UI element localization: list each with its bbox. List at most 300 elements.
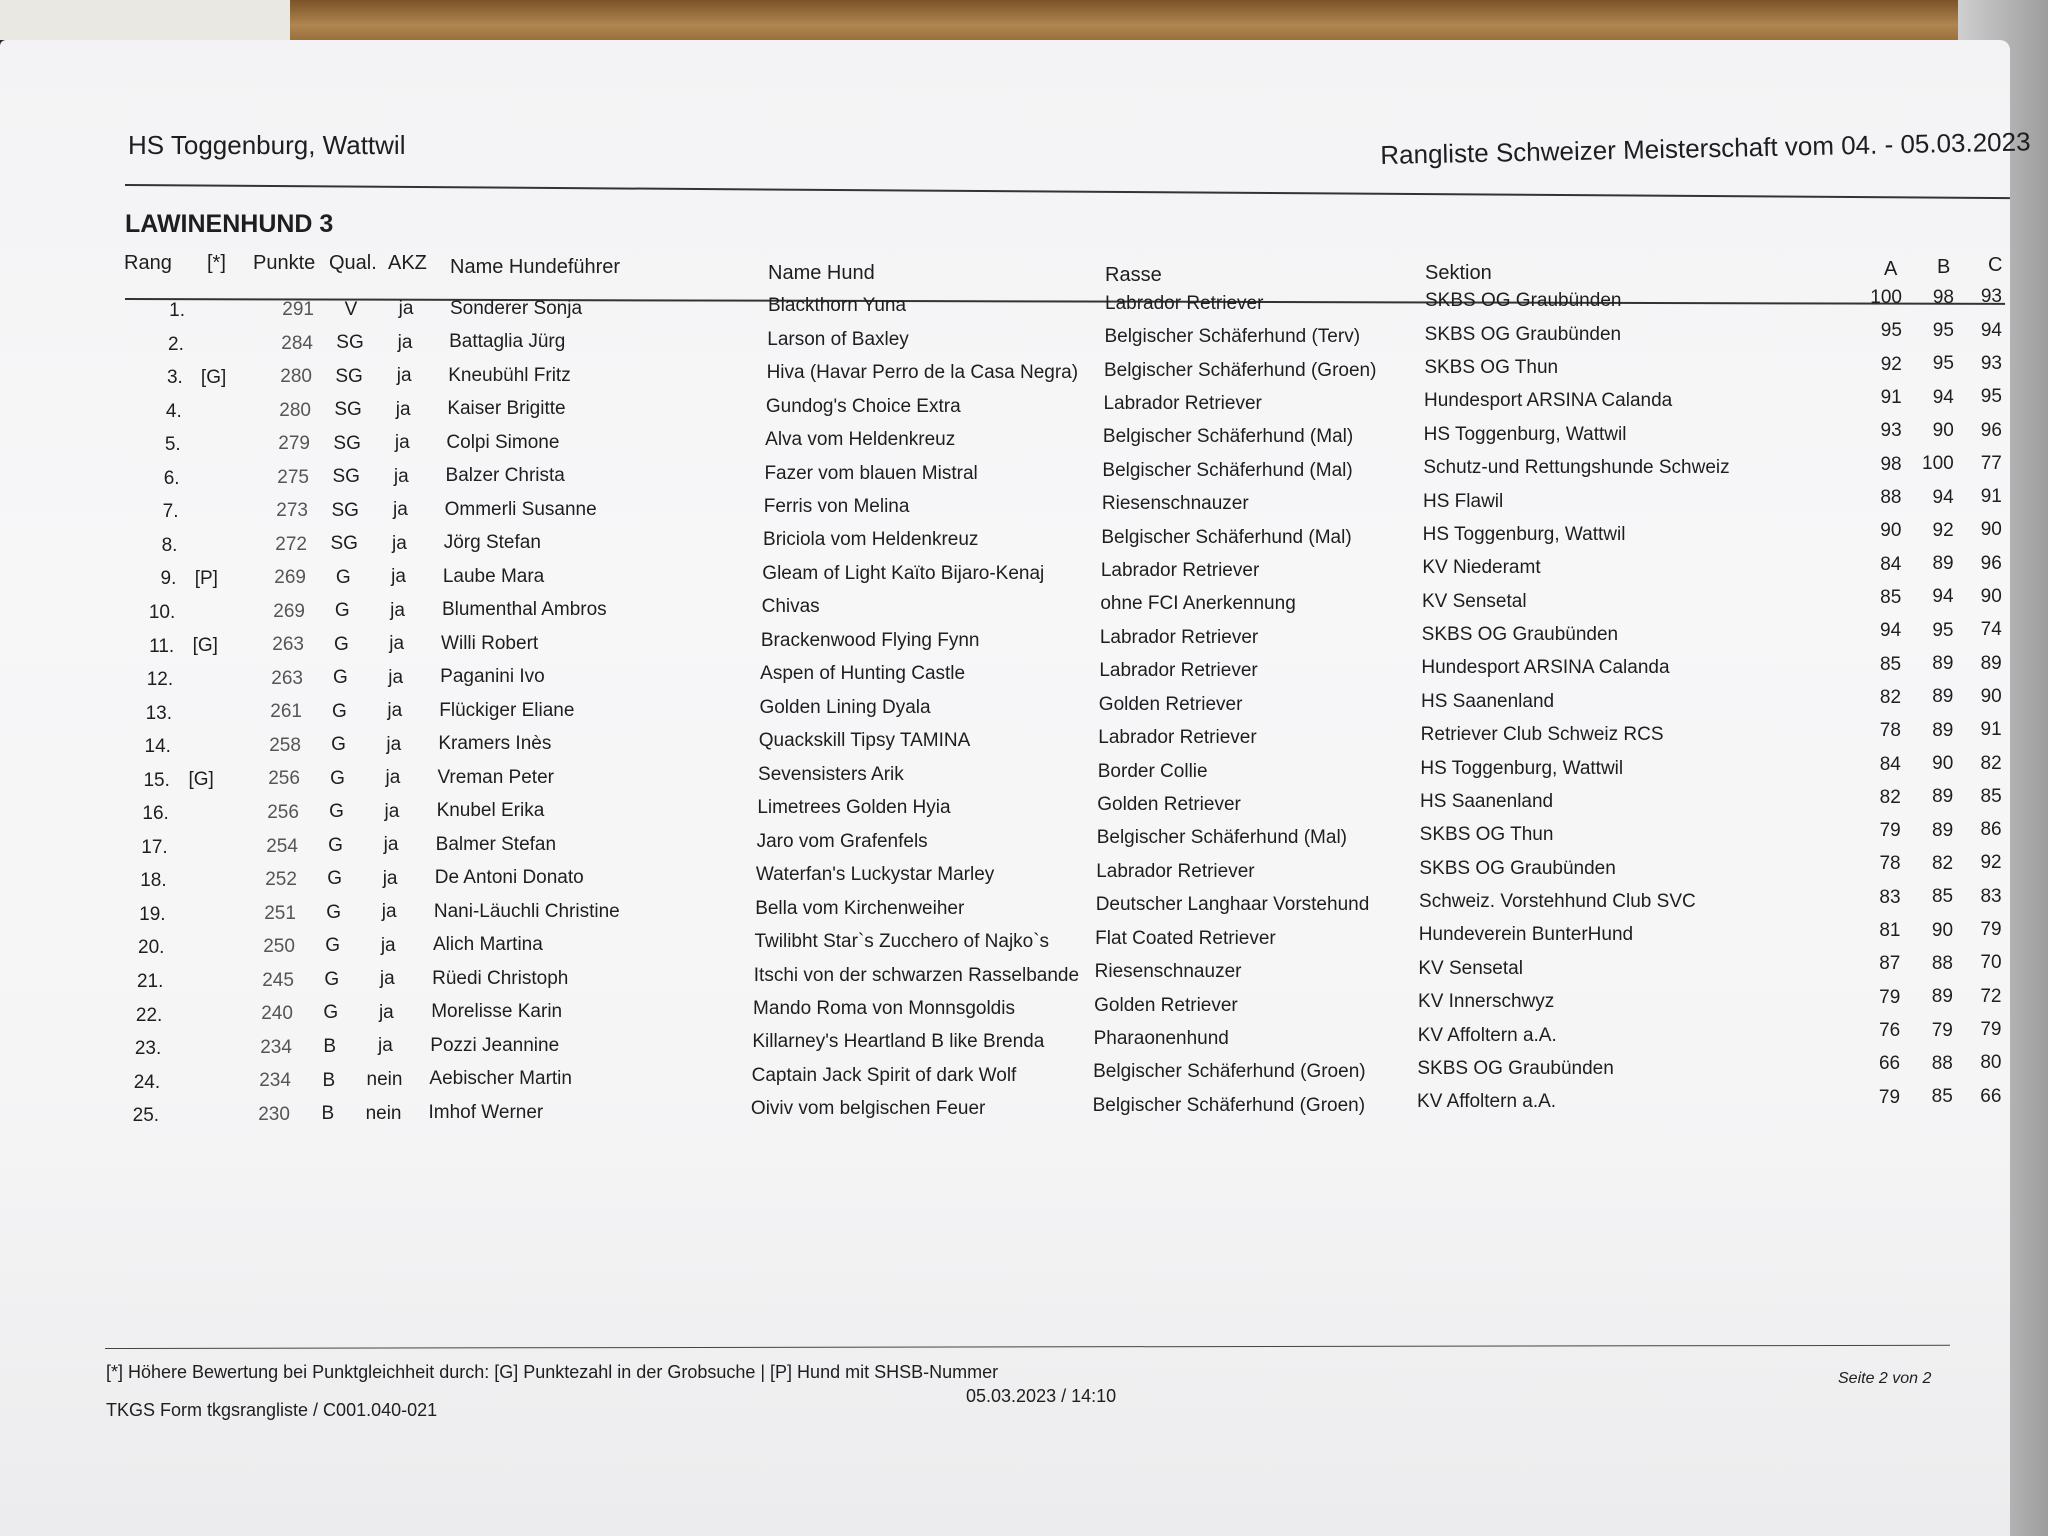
cell-qual: G — [333, 633, 349, 655]
cell-rang: 25. — [132, 1105, 160, 1127]
cell-c: 82 — [1980, 752, 2002, 774]
cell-handler: Kneubühl Fritz — [448, 364, 571, 386]
cell-rang: 12. — [146, 669, 174, 691]
cell-akz: nein — [366, 1069, 403, 1090]
cell-dog: Briciola vom Heldenkreuz — [763, 529, 979, 551]
cell-handler: Willi Robert — [441, 632, 539, 654]
cell-a: 98 — [1880, 453, 1902, 475]
col-b: B — [1937, 256, 1951, 278]
col-rang: Rang — [124, 252, 172, 274]
cell-c: 72 — [1980, 985, 2002, 1007]
cell-sektion: HS Flawil — [1423, 490, 1504, 512]
cell-dog: Fazer vom blauen Mistral — [764, 462, 978, 484]
cell-punkte: 263 — [272, 634, 304, 656]
cell-rasse: Pharaonenhund — [1093, 1027, 1229, 1049]
cell-a: 100 — [1870, 287, 1902, 309]
cell-dog: Blackthorn Yuna — [768, 295, 907, 317]
cell-dog: Brackenwood Flying Fynn — [760, 629, 980, 651]
cell-akz: ja — [380, 934, 396, 956]
form-id: TKGS Form tkgsrangliste / C001.040-021 — [106, 1400, 438, 1420]
cell-b: 88 — [1931, 952, 1953, 974]
cell-dog: Jaro vom Grafenfels — [756, 830, 928, 852]
cell-rang: 1. — [169, 300, 185, 321]
cell-sektion: HS Toggenburg, Wattwil — [1420, 757, 1624, 779]
cell-handler: Colpi Simone — [446, 431, 560, 453]
sheet-title: Rangliste Schweizer Meisterschaft vom 04. - 05.03.2023 — [1380, 126, 2031, 170]
col-mark: [*] — [207, 252, 226, 274]
cell-qual: B — [322, 1069, 336, 1091]
cell-sektion: HS Toggenburg, Wattwil — [1423, 423, 1627, 445]
cell-sektion: KV Affoltern a.A. — [1417, 1024, 1557, 1046]
cell-a: 92 — [1880, 353, 1902, 375]
cell-a: 85 — [1880, 586, 1902, 608]
background-paper-behind — [0, 0, 300, 40]
cell-c: 90 — [1980, 685, 2002, 707]
cell-sektion: Hundeverein BunterHund — [1418, 924, 1634, 946]
cell-b: 88 — [1931, 1052, 1953, 1074]
cell-punkte: 240 — [261, 1003, 293, 1025]
cell-handler: Paganini Ivo — [440, 666, 545, 688]
cell-handler: Vreman Peter — [437, 766, 554, 788]
cell-sektion: SKBS OG Graubünden — [1425, 290, 1622, 312]
cell-b: 79 — [1931, 1019, 1953, 1041]
cell-punkte: 272 — [275, 533, 307, 555]
cell-dog: Waterfan's Luckystar Marley — [755, 864, 995, 886]
cell-a: 76 — [1879, 1020, 1901, 1042]
cell-c: 70 — [1980, 952, 2002, 974]
cell-c: 79 — [1980, 1019, 2002, 1041]
cell-dog: Gundog's Choice Extra — [765, 395, 961, 417]
cell-rang: 5. — [164, 434, 181, 456]
cell-qual: SG — [333, 432, 361, 454]
cell-b: 90 — [1932, 753, 1954, 775]
cell-punkte: 291 — [282, 299, 314, 321]
cell-sektion: Schweiz. Vorstehhund Club SVC — [1419, 891, 1696, 913]
cell-punkte: 273 — [276, 500, 308, 522]
cell-qual: G — [325, 935, 341, 957]
cell-rang: 18. — [140, 870, 167, 892]
col-c: C — [1988, 254, 2003, 276]
cell-a: 81 — [1879, 920, 1901, 942]
cell-rang: 7. — [162, 501, 179, 523]
cell-rasse: Belgischer Schäferhund (Groen) — [1103, 359, 1377, 381]
cell-c: 91 — [1980, 486, 2002, 508]
cell-qual: SG — [331, 499, 359, 521]
cell-punkte: 269 — [273, 600, 305, 622]
cell-handler: Alich Martina — [432, 934, 543, 956]
cell-b: 95 — [1932, 319, 1954, 341]
col-handler: Name Hundeführer — [450, 256, 621, 278]
cell-dog: Killarney's Heartland B like Brenda — [752, 1031, 1045, 1053]
cell-rasse: Flat Coated Retriever — [1095, 927, 1276, 949]
cell-rasse: Labrador Retriever — [1100, 560, 1260, 582]
cell-dog: Chivas — [761, 596, 820, 618]
cell-handler: Aebischer Martin — [429, 1068, 572, 1090]
cell-b: 82 — [1931, 852, 1954, 874]
cell-sektion: SKBS OG Graubünden — [1421, 624, 1619, 646]
cell-rasse: Deutscher Langhaar Vorstehund — [1095, 894, 1370, 916]
cell-b: 89 — [1932, 653, 1954, 675]
cell-rasse: Belgischer Schäferhund (Mal) — [1102, 426, 1354, 448]
cell-handler: Blumenthal Ambros — [441, 599, 607, 621]
cell-handler: Rüedi Christoph — [432, 967, 569, 989]
cell-sektion: KV Sensetal — [1418, 957, 1523, 979]
cell-rang: 14. — [144, 736, 171, 758]
cell-rang: 16. — [142, 803, 169, 825]
cell-rang: 23. — [134, 1038, 162, 1060]
cell-akz: ja — [387, 700, 403, 722]
cell-handler: Knubel Erika — [436, 800, 545, 822]
cell-dog: Gleam of Light Kaïto Bijaro-Kenaj — [762, 562, 1045, 584]
cell-mark: [G] — [192, 634, 218, 656]
cell-punkte: 256 — [267, 801, 299, 823]
section-title: LAWINENHUND 3 — [125, 210, 334, 238]
cell-rasse: Riesenschnauzer — [1101, 493, 1249, 515]
col-akz: AKZ — [388, 252, 427, 274]
cell-handler: Balmer Stefan — [435, 833, 557, 855]
cell-sektion: HS Saanenland — [1420, 790, 1554, 812]
cell-dog: Quackskill Tipsy TAMINA — [758, 730, 971, 752]
cell-akz: ja — [397, 331, 413, 353]
cell-dog: Larson of Baxley — [767, 328, 909, 350]
cell-handler: Morelisse Karin — [431, 1001, 563, 1023]
cell-sektion: SKBS OG Graubünden — [1424, 323, 1622, 345]
cell-rang: 11. — [149, 635, 175, 657]
cell-sektion: HS Toggenburg, Wattwil — [1422, 523, 1626, 545]
cell-b: 90 — [1931, 919, 1954, 941]
cell-c: 94 — [1980, 319, 2002, 341]
cell-rang: 20. — [138, 937, 165, 959]
cell-qual: G — [335, 566, 351, 588]
cell-rang: 24. — [133, 1071, 161, 1093]
cell-qual: B — [323, 1036, 337, 1057]
cell-rasse: ohne FCI Anerkennung — [1100, 593, 1296, 615]
cell-akz: ja — [388, 666, 404, 688]
cell-a: 87 — [1879, 953, 1901, 975]
cell-a: 83 — [1879, 886, 1901, 908]
cell-punkte: 280 — [279, 399, 311, 421]
cell-punkte: 258 — [269, 734, 301, 756]
cell-b: 89 — [1931, 986, 1953, 1008]
cell-sektion: SKBS OG Thun — [1424, 357, 1559, 379]
cell-rasse: Golden Retriever — [1097, 794, 1241, 815]
cell-dog: Itschi von der schwarzen Rasselbande — [753, 964, 1080, 986]
cell-b: 85 — [1931, 1086, 1953, 1108]
cell-rang: 19. — [139, 903, 166, 925]
cell-qual: B — [321, 1103, 335, 1125]
cell-c: 90 — [1980, 519, 2002, 541]
cell-sektion: KV Sensetal — [1422, 590, 1527, 612]
cell-b: 90 — [1932, 419, 1954, 441]
cell-akz: nein — [365, 1102, 402, 1124]
cell-qual: SG — [335, 365, 363, 387]
cell-b: 94 — [1932, 586, 1954, 608]
cell-rang: 6. — [163, 467, 180, 489]
cell-dog: Sevensisters Arik — [758, 763, 904, 785]
cell-rasse: Belgischer Schäferhund (Groen) — [1093, 1061, 1366, 1083]
cell-a: 79 — [1878, 1086, 1901, 1108]
cell-c: 91 — [1980, 719, 2002, 741]
col-dog: Name Hund — [768, 262, 875, 284]
cell-punkte: 284 — [281, 332, 313, 354]
cell-c: 66 — [1980, 1085, 2002, 1107]
cell-rasse: Golden Retriever — [1094, 994, 1238, 1016]
cell-handler: Flückiger Eliane — [439, 699, 575, 721]
cell-rasse: Golden Retriever — [1098, 693, 1243, 715]
cell-qual: G — [328, 834, 343, 856]
cell-qual: G — [331, 734, 346, 756]
cell-rang: 22. — [135, 1004, 163, 1026]
cell-rasse: Labrador Retriever — [1098, 727, 1257, 749]
cell-handler: Kaiser Brigitte — [447, 398, 566, 420]
cell-rang: 10. — [148, 601, 176, 623]
col-punkte: Punkte — [253, 252, 316, 274]
cell-sektion: SKBS OG Graubünden — [1417, 1057, 1614, 1079]
cell-a: 78 — [1879, 853, 1901, 875]
cell-akz: ja — [378, 1001, 394, 1023]
cell-rasse: Belgischer Schäferhund (Mal) — [1096, 827, 1348, 849]
cell-qual: G — [329, 801, 344, 823]
cell-akz: ja — [385, 767, 401, 789]
cell-a: 93 — [1880, 420, 1902, 442]
cell-qual: SG — [336, 332, 364, 354]
cell-mark: [P] — [194, 567, 218, 589]
cell-akz: ja — [391, 566, 406, 588]
cell-c: 89 — [1980, 652, 2002, 674]
cell-rasse: Riesenschnauzer — [1094, 961, 1242, 983]
cell-c: 93 — [1980, 286, 2002, 308]
cell-dog: Oiviv vom belgischen Feuer — [750, 1098, 986, 1120]
cell-a: 66 — [1878, 1053, 1901, 1075]
col-rasse: Rasse — [1105, 264, 1162, 286]
cell-akz: ja — [384, 800, 400, 822]
cell-a: 90 — [1880, 520, 1902, 542]
cell-punkte: 269 — [274, 567, 306, 589]
cell-c: 93 — [1980, 352, 2002, 374]
cell-punkte: 245 — [262, 969, 294, 991]
cell-sektion: Schutz-und Rettungshunde Schweiz — [1423, 457, 1730, 479]
cell-akz: ja — [392, 499, 408, 521]
cell-b: 95 — [1932, 353, 1954, 375]
cell-sektion: Hundesport ARSINA Calanda — [1421, 657, 1670, 679]
cell-qual: G — [334, 600, 350, 622]
cell-rasse: Labrador Retriever — [1099, 626, 1259, 648]
cell-akz: ja — [394, 432, 410, 454]
cell-c: 74 — [1980, 619, 2002, 641]
cell-akz: ja — [379, 968, 395, 990]
cell-dog: Captain Jack Spirit of dark Wolf — [751, 1064, 1017, 1086]
cell-handler: Balzer Christa — [445, 465, 565, 487]
cell-rang: 9. — [160, 568, 177, 590]
cell-b: 98 — [1932, 286, 1954, 308]
cell-rasse: Labrador Retriever — [1096, 860, 1255, 882]
cell-dog: Twilibht Star`s Zucchero of Najko`s — [754, 931, 1050, 953]
cell-rasse: Labrador Retriever — [1103, 392, 1262, 414]
cell-rasse: Border Collie — [1097, 760, 1208, 782]
cell-a: 82 — [1879, 786, 1901, 808]
cell-qual: G — [332, 700, 347, 722]
cell-a: 84 — [1879, 753, 1901, 775]
print-timestamp: 05.03.2023 / 14:10 — [966, 1386, 1117, 1406]
cell-b: 89 — [1932, 686, 1954, 708]
cell-punkte: 275 — [277, 466, 309, 488]
cell-mark: [G] — [200, 366, 227, 388]
cell-akz: ja — [389, 633, 405, 655]
cell-mark: [G] — [188, 769, 214, 790]
cell-c: 90 — [1980, 586, 2002, 608]
cell-punkte: 251 — [264, 902, 296, 924]
cell-c: 92 — [1980, 852, 2002, 874]
cell-sektion: SKBS OG Thun — [1419, 824, 1554, 846]
cell-handler: Laube Mara — [442, 565, 545, 587]
cell-rasse: Belgischer Schäferhund (Terv) — [1104, 326, 1361, 348]
cell-rang: 21. — [136, 971, 164, 992]
cell-rang: 17. — [141, 836, 168, 858]
cell-dog: Limetrees Golden Hyia — [757, 797, 951, 819]
cell-rasse: Belgischer Schäferhund (Groen) — [1092, 1094, 1366, 1116]
cell-akz: ja — [395, 398, 411, 420]
col-qual: Qual. — [329, 252, 377, 274]
cell-handler: Kramers Inès — [438, 733, 552, 755]
cell-a: 85 — [1879, 653, 1902, 675]
cell-qual: V — [344, 298, 358, 320]
cell-qual: G — [323, 1002, 339, 1024]
cell-dog: Bella vom Kirchenweiher — [755, 897, 965, 919]
cell-dog: Aspen of Hunting Castle — [760, 663, 966, 685]
cell-a: 79 — [1879, 820, 1901, 842]
cell-qual: SG — [330, 533, 358, 555]
cell-akz: ja — [396, 365, 412, 387]
cell-sektion: Retriever Club Schweiz RCS — [1420, 724, 1664, 746]
cell-punkte: 250 — [263, 936, 295, 958]
cell-a: 84 — [1880, 553, 1902, 575]
cell-sektion: KV Niederamt — [1422, 557, 1541, 579]
cell-sektion: Hundesport ARSINA Calanda — [1424, 390, 1673, 412]
cell-punkte: 280 — [280, 366, 312, 388]
cell-rasse: Labrador Retriever — [1099, 660, 1258, 682]
club-name: HS Toggenburg, Wattwil — [128, 130, 406, 160]
cell-rang: 2. — [168, 333, 184, 355]
cell-sektion: SKBS OG Graubünden — [1419, 857, 1616, 879]
cell-akz: ja — [378, 1035, 393, 1057]
footer-note: [*] Höhere Bewertung bei Punktgleichheit durch: [G] Punktezahl in der Grobsuche | [P] Hund mit SHSB-Nummer — [106, 1362, 999, 1382]
cell-rang: 4. — [165, 400, 182, 422]
cell-dog: Hiva (Havar Perro de la Casa Negra) — [766, 362, 1079, 384]
cell-sektion: KV Affoltern a.A. — [1417, 1091, 1557, 1113]
cell-akz: ja — [392, 532, 407, 554]
cell-akz: ja — [381, 901, 397, 923]
cell-a: 78 — [1879, 720, 1901, 742]
cell-handler: De Antoni Donato — [434, 867, 584, 889]
cell-a: 79 — [1879, 986, 1901, 1008]
cell-punkte: 254 — [266, 835, 298, 857]
cell-b: 89 — [1932, 786, 1954, 808]
cell-a: 82 — [1879, 686, 1902, 708]
cell-qual: G — [324, 968, 340, 990]
cell-c: 83 — [1980, 885, 2002, 907]
cell-qual: SG — [332, 466, 360, 488]
cell-handler: Nani-Läuchli Christine — [433, 900, 620, 922]
col-a: A — [1884, 258, 1898, 280]
cell-qual: G — [326, 901, 342, 923]
page-number: Seite 2 von 2 — [1838, 1370, 1932, 1387]
cell-a: 94 — [1880, 620, 1902, 642]
cell-sektion: KV Innerschwyz — [1418, 991, 1555, 1013]
cell-a: 88 — [1880, 486, 1902, 508]
cell-rasse: Belgischer Schäferhund (Mal) — [1102, 459, 1353, 481]
cell-handler: Imhof Werner — [428, 1101, 544, 1123]
cell-akz: ja — [393, 465, 409, 487]
cell-akz: ja — [390, 599, 405, 621]
cell-c: 96 — [1980, 419, 2002, 441]
cell-punkte: 263 — [271, 667, 303, 689]
cell-handler: Pozzi Jeannine — [430, 1034, 560, 1056]
cell-c: 86 — [1980, 819, 2002, 841]
cell-dog: Alva vom Heldenkreuz — [765, 429, 956, 451]
cell-dog: Ferris von Melina — [763, 496, 910, 518]
cell-dog: Mando Roma von Monnsgoldis — [753, 997, 1015, 1019]
cell-punkte: 230 — [258, 1103, 290, 1125]
cell-qual: SG — [334, 399, 362, 421]
cell-punkte: 279 — [278, 433, 310, 455]
cell-qual: G — [330, 767, 345, 789]
cell-qual: G — [327, 868, 342, 890]
cell-rasse: Belgischer Schäferhund (Mal) — [1101, 526, 1352, 548]
cell-akz: ja — [398, 298, 414, 320]
cell-akz: ja — [386, 733, 402, 755]
cell-punkte: 261 — [270, 701, 302, 723]
cell-punkte: 256 — [268, 768, 300, 790]
cell-qual: G — [332, 667, 348, 689]
cell-akz: ja — [383, 834, 399, 856]
col-sektion: Sektion — [1425, 262, 1492, 284]
cell-punkte: 234 — [259, 1070, 291, 1092]
cell-b: 94 — [1932, 486, 1954, 508]
cell-sektion: HS Saanenland — [1421, 690, 1555, 712]
cell-b: 89 — [1932, 719, 1954, 741]
cell-b: 95 — [1932, 619, 1954, 641]
cell-rang: 3. — [166, 367, 183, 389]
cell-rasse: Labrador Retriever — [1105, 292, 1264, 314]
cell-punkte: 234 — [260, 1036, 292, 1058]
cell-b: 89 — [1932, 553, 1954, 575]
cell-b: 100 — [1922, 453, 1954, 475]
cell-handler: Sonderer Sonja — [450, 297, 583, 319]
cell-c: 79 — [1980, 919, 2002, 941]
cell-c: 95 — [1980, 386, 2002, 408]
cell-a: 91 — [1880, 387, 1902, 408]
cell-b: 94 — [1932, 386, 1954, 408]
cell-a: 95 — [1880, 320, 1902, 342]
cell-rang: 8. — [161, 534, 178, 556]
cell-rang: 15. — [143, 769, 170, 791]
cell-handler: Battaglia Jürg — [449, 331, 566, 353]
cell-c: 96 — [1980, 552, 2002, 574]
cell-handler: Ommerli Susanne — [444, 498, 597, 520]
cell-c: 77 — [1980, 452, 2002, 474]
cell-dog: Golden Lining Dyala — [759, 696, 931, 718]
cell-c: 80 — [1980, 1052, 2002, 1074]
cell-b: 85 — [1931, 886, 1954, 908]
cell-rang: 13. — [145, 702, 173, 724]
cell-c: 85 — [1980, 785, 2002, 807]
cell-punkte: 252 — [265, 869, 297, 891]
cell-handler: Jörg Stefan — [443, 532, 541, 554]
cell-b: 92 — [1932, 519, 1954, 541]
cell-b: 89 — [1932, 819, 1954, 841]
table-row — [0, 1085, 2010, 1129]
cell-akz: ja — [382, 867, 398, 889]
